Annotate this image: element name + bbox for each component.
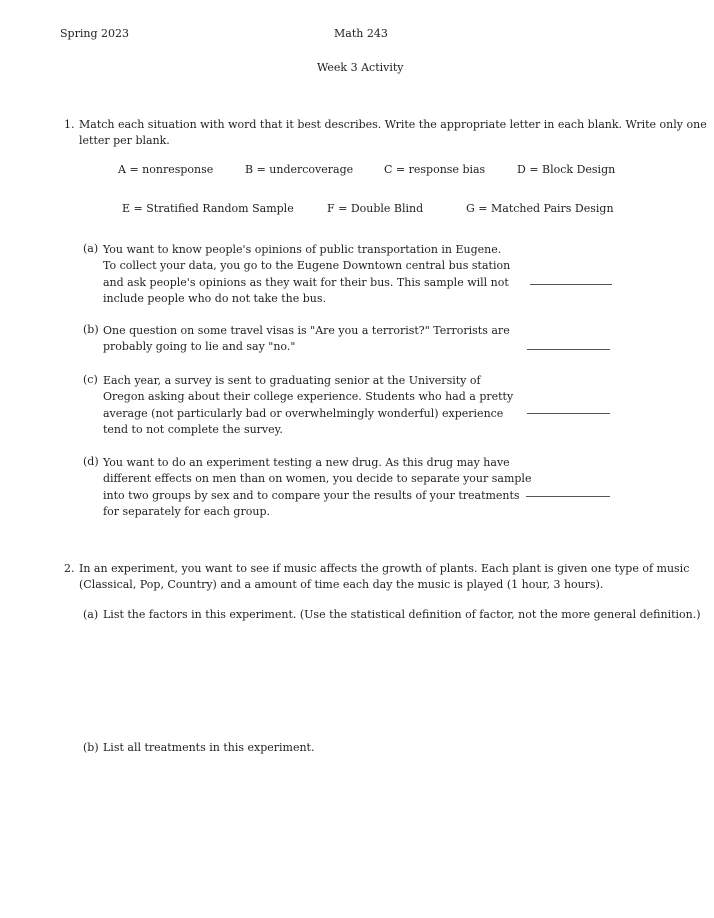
q1d-label: (d) <box>83 455 99 468</box>
q1d-line: for separately for each group. <box>103 504 270 518</box>
q1a-line: and ask people's opinions as they wait for their bus. This sample will not <box>103 275 509 289</box>
q1b-answer-blank[interactable] <box>527 349 610 350</box>
q1d-answer-blank[interactable] <box>526 496 610 497</box>
q2-prompt <box>79 561 689 594</box>
q1b-label: (b) <box>83 323 99 336</box>
option-e: E = Stratified Random Sample <box>122 202 294 215</box>
q1d-line: You want to do an experiment testing a new drug. As this drug may have <box>103 456 510 469</box>
q2-number: 2. <box>64 562 75 575</box>
header-term: Spring 2023 <box>60 27 129 40</box>
q1a-line: include people who do not take the bus. <box>103 291 326 305</box>
q1c-text <box>103 373 513 438</box>
q2-prompt-line: In an experiment, you want to see if music affects the growth of plants. Each plant is given one type of music <box>79 562 690 575</box>
option-c: C = response bias <box>384 163 486 176</box>
q2a-text: List the factors in this experiment. (Use the statistical definition of factor, not the more general definition.) <box>103 608 701 621</box>
q1a-answer-blank[interactable] <box>530 284 612 285</box>
page-title: Week 3 Activity <box>317 61 404 74</box>
header-course: Math 243 <box>334 27 388 40</box>
q1a-line: To collect your data, you go to the Eugene Downtown central bus station <box>103 259 511 273</box>
q1-prompt-line: letter per blank. <box>79 134 170 148</box>
option-b: B = undercoverage <box>245 163 354 176</box>
q2a-label: (a) <box>83 608 99 621</box>
q1d-line: different effects on men than on women, you decide to separate your sample <box>103 472 532 486</box>
q1a-line: You want to know people's opinions of public transportation in Eugene. <box>103 243 502 256</box>
option-f: F = Double Blind <box>327 202 424 215</box>
option-d: D = Block Design <box>517 163 616 176</box>
q2b-label: (b) <box>83 741 99 754</box>
q1c-answer-blank[interactable] <box>527 413 610 414</box>
q1c-line: Oregon asking about their college experience. Students who had a pretty <box>103 390 514 404</box>
q1-prompt <box>79 117 707 150</box>
q1-number: 1. <box>64 118 75 131</box>
q1b-line: One question on some travel visas is "Are you a terrorist?" Terrorists are <box>103 324 510 337</box>
q2b-text: List all treatments in this experiment. <box>103 741 315 754</box>
q1a-label: (a) <box>83 242 99 255</box>
q1c-line: tend to not complete the survey. <box>103 422 283 436</box>
q1-prompt-line: Match each situation with word that it best describes. Write the appropriate letter in each blank. Write only one <box>79 118 707 131</box>
q1c-label: (c) <box>83 373 98 386</box>
q1c-line: Each year, a survey is sent to graduating senior at the University of <box>103 374 481 387</box>
q1c-line: average (not particularly bad or overwhelmingly wonderful) experience <box>103 406 504 420</box>
q1b-text <box>103 323 510 356</box>
q1d-line: into two groups by sex and to compare your the results of your treatments <box>103 488 520 502</box>
q1d-text <box>103 455 531 520</box>
option-g: G = Matched Pairs Design <box>466 202 614 215</box>
option-a: A = nonresponse <box>118 163 214 176</box>
q2-prompt-line: (Classical, Pop, Country) and a amount of time each day the music is played (1 hour, 3 hours). <box>79 578 604 592</box>
q1a-text <box>103 242 510 307</box>
q1b-line: probably going to lie and say "no." <box>103 340 296 354</box>
